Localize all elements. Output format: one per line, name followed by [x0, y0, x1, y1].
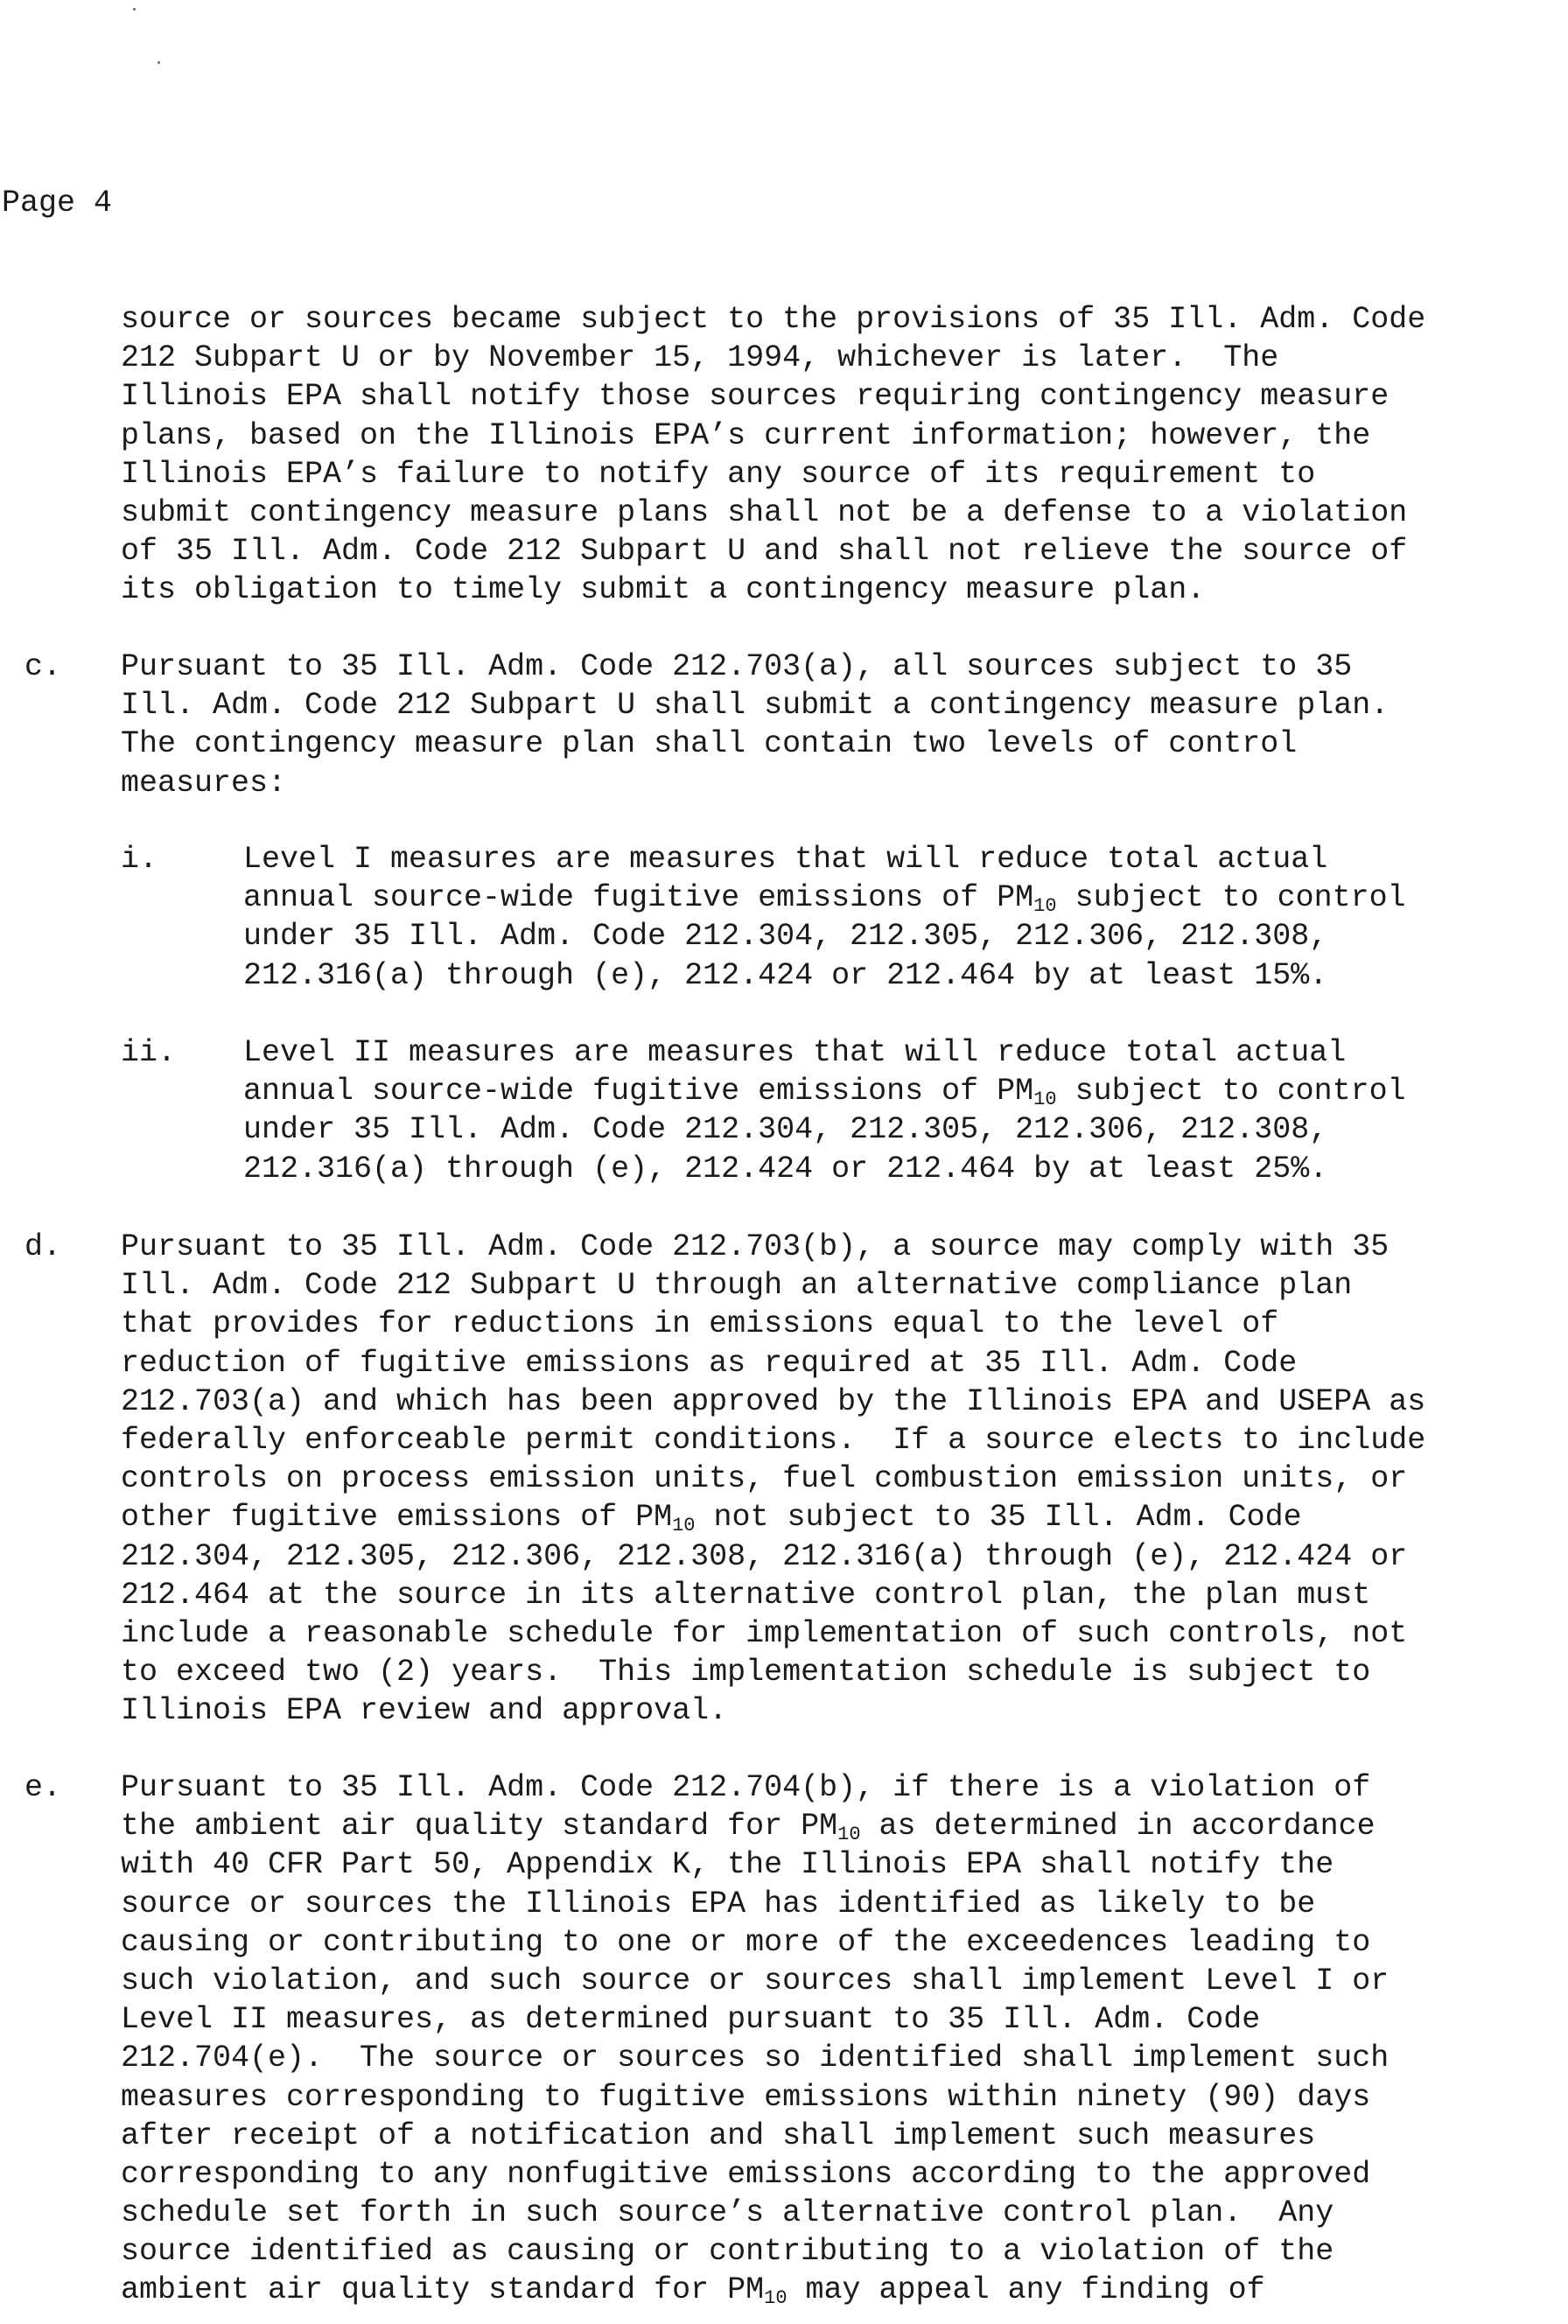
text-line: include a reasonable schedule for implementation of such controls, not	[121, 1615, 1408, 1651]
text-line: with 40 CFR Part 50, Appendix K, the Illinois EPA shall notify the	[121, 1847, 1334, 1883]
text-line: submit contingency measure plans shall not be a defense to a violation	[121, 494, 1408, 530]
text-line: 212.316(a) through (e), 212.424 or 212.464 by at least 15%.	[243, 957, 1328, 993]
text-segment: annual source-wide fugitive emissions of PM	[243, 1074, 1034, 1110]
scan-speck	[133, 8, 136, 10]
text-line: 212.464 at the source in its alternative control plan, the plan must	[121, 1577, 1371, 1613]
text-line	[243, 878, 1406, 917]
text-line: Ill. Adm. Code 212 Subpart U shall submit a contingency measure plan.	[121, 688, 1390, 724]
text-line: 212.316(a) through (e), 212.424 or 212.464 by at least 25%.	[243, 1151, 1328, 1186]
text-line: corresponding to any nonfugitive emissions according to the approved	[121, 2156, 1371, 2192]
text-line: Pursuant to 35 Ill. Adm. Code 212.703(a), all sources subject to 35	[121, 649, 1353, 684]
text-line: source identified as causing or contributing to a violation of the	[121, 2234, 1334, 2270]
text-line: of 35 Ill. Adm. Code 212 Subpart U and shall not relieve the source of	[121, 534, 1408, 570]
text-line: Level II measures are measures that will reduce total actual	[243, 1035, 1347, 1070]
scan-speck	[158, 61, 160, 64]
carryover-paragraph	[121, 300, 1425, 610]
text-line: Illinois EPA’s failure to notify any source of its requirement to	[121, 456, 1316, 492]
text-segment: other fugitive emissions of PM	[121, 1500, 673, 1536]
subscript: 10	[1033, 1088, 1057, 1111]
text-segment: ambient air quality standard for PM	[121, 2272, 765, 2308]
subscript: 10	[837, 1824, 861, 1846]
text-line: such violation, and such source or sources shall implement Level I or	[121, 1963, 1390, 1998]
subscript: 10	[764, 2287, 788, 2310]
text-segment: the ambient air quality standard for PM	[121, 1809, 838, 1844]
text-line: Pursuant to 35 Ill. Adm. Code 212.704(b), if there is a violation of	[121, 1770, 1371, 1805]
text-line: federally enforceable permit conditions. If a source elects to include	[121, 1422, 1426, 1458]
item-d-paragraph	[121, 1228, 1425, 1730]
text-line: 212 Subpart U or by November 15, 1994, whichever is later. The	[121, 340, 1279, 376]
subscript: 10	[672, 1515, 696, 1537]
text-line: 212.704(e). The source or sources so identified shall implement such	[121, 2040, 1390, 2076]
text-segment: may appeal any finding of	[787, 2272, 1265, 2308]
text-line: under 35 Ill. Adm. Code 212.304, 212.305, 212.306, 212.308,	[243, 1112, 1328, 1148]
item-c-marker: c.	[24, 649, 62, 684]
sub-item-i-marker: i.	[121, 842, 158, 877]
text-line: 212.304, 212.305, 212.306, 212.308, 212.316(a) through (e), 212.424 or	[121, 1538, 1408, 1574]
text-line: after receipt of a notification and shall implement such measures	[121, 2118, 1316, 2153]
text-line	[121, 2271, 1389, 2309]
text-line: its obligation to timely submit a contingency measure plan.	[121, 572, 1206, 608]
text-segment: annual source-wide fugitive emissions of PM	[243, 880, 1034, 916]
sub-item-ii-paragraph	[243, 1033, 1406, 1188]
text-line: Pursuant to 35 Ill. Adm. Code 212.703(b), a source may comply with 35	[121, 1229, 1390, 1264]
item-e-paragraph	[121, 1768, 1389, 2310]
text-segment: subject to control	[1056, 1074, 1406, 1110]
text-line: reduction of fugitive emissions as required at 35 Ill. Adm. Code	[121, 1345, 1298, 1381]
text-line: under 35 Ill. Adm. Code 212.304, 212.305, 212.306, 212.308,	[243, 919, 1328, 955]
text-line	[121, 1498, 1425, 1536]
page-number: Page 4	[2, 186, 113, 220]
text-line: to exceed two (2) years. This implementation schedule is subject to	[121, 1655, 1371, 1690]
item-c-paragraph	[121, 648, 1389, 802]
text-segment: as determined in accordance	[860, 1809, 1376, 1844]
text-line: source or sources became subject to the provisions of 35 Ill. Adm. Code	[121, 302, 1426, 337]
text-line: causing or contributing to one or more of the exceedences leading to	[121, 1924, 1371, 1960]
text-line	[243, 1072, 1406, 1110]
text-line: plans, based on the Illinois EPA’s current information; however, the	[121, 417, 1371, 453]
sub-item-ii-marker: ii.	[121, 1035, 177, 1070]
item-e-marker: e.	[24, 1770, 62, 1805]
text-line: schedule set forth in such source’s alternative control plan. Any	[121, 2195, 1334, 2231]
text-line: measures corresponding to fugitive emissions within ninety (90) days	[121, 2079, 1371, 2115]
item-d-marker: d.	[24, 1229, 62, 1264]
text-line: Ill. Adm. Code 212 Subpart U through an alternative compliance plan	[121, 1268, 1353, 1304]
text-line: source or sources the Illinois EPA has identified as likely to be	[121, 1886, 1316, 1922]
subscript: 10	[1033, 895, 1057, 918]
text-segment: subject to control	[1056, 880, 1406, 916]
text-line: controls on process emission units, fuel combustion emission units, or	[121, 1461, 1408, 1497]
text-line: measures:	[121, 765, 287, 801]
text-line: Level II measures, as determined pursuant to 35 Ill. Adm. Code	[121, 2002, 1261, 2038]
text-line: Illinois EPA shall notify those sources requiring contingency measure	[121, 379, 1390, 415]
text-segment: not subject to 35 Ill. Adm. Code	[695, 1500, 1302, 1536]
text-line: The contingency measure plan shall contain two levels of control	[121, 726, 1298, 762]
text-line: that provides for reductions in emissions equal to the level of	[121, 1306, 1279, 1342]
text-line: Level I measures are measures that will reduce total actual	[243, 842, 1328, 877]
sub-item-i-paragraph	[243, 840, 1406, 995]
text-line: 212.703(a) and which has been approved by the Illinois EPA and USEPA as	[121, 1383, 1426, 1419]
text-line	[121, 1807, 1389, 1845]
text-line: Illinois EPA review and approval.	[121, 1693, 728, 1729]
